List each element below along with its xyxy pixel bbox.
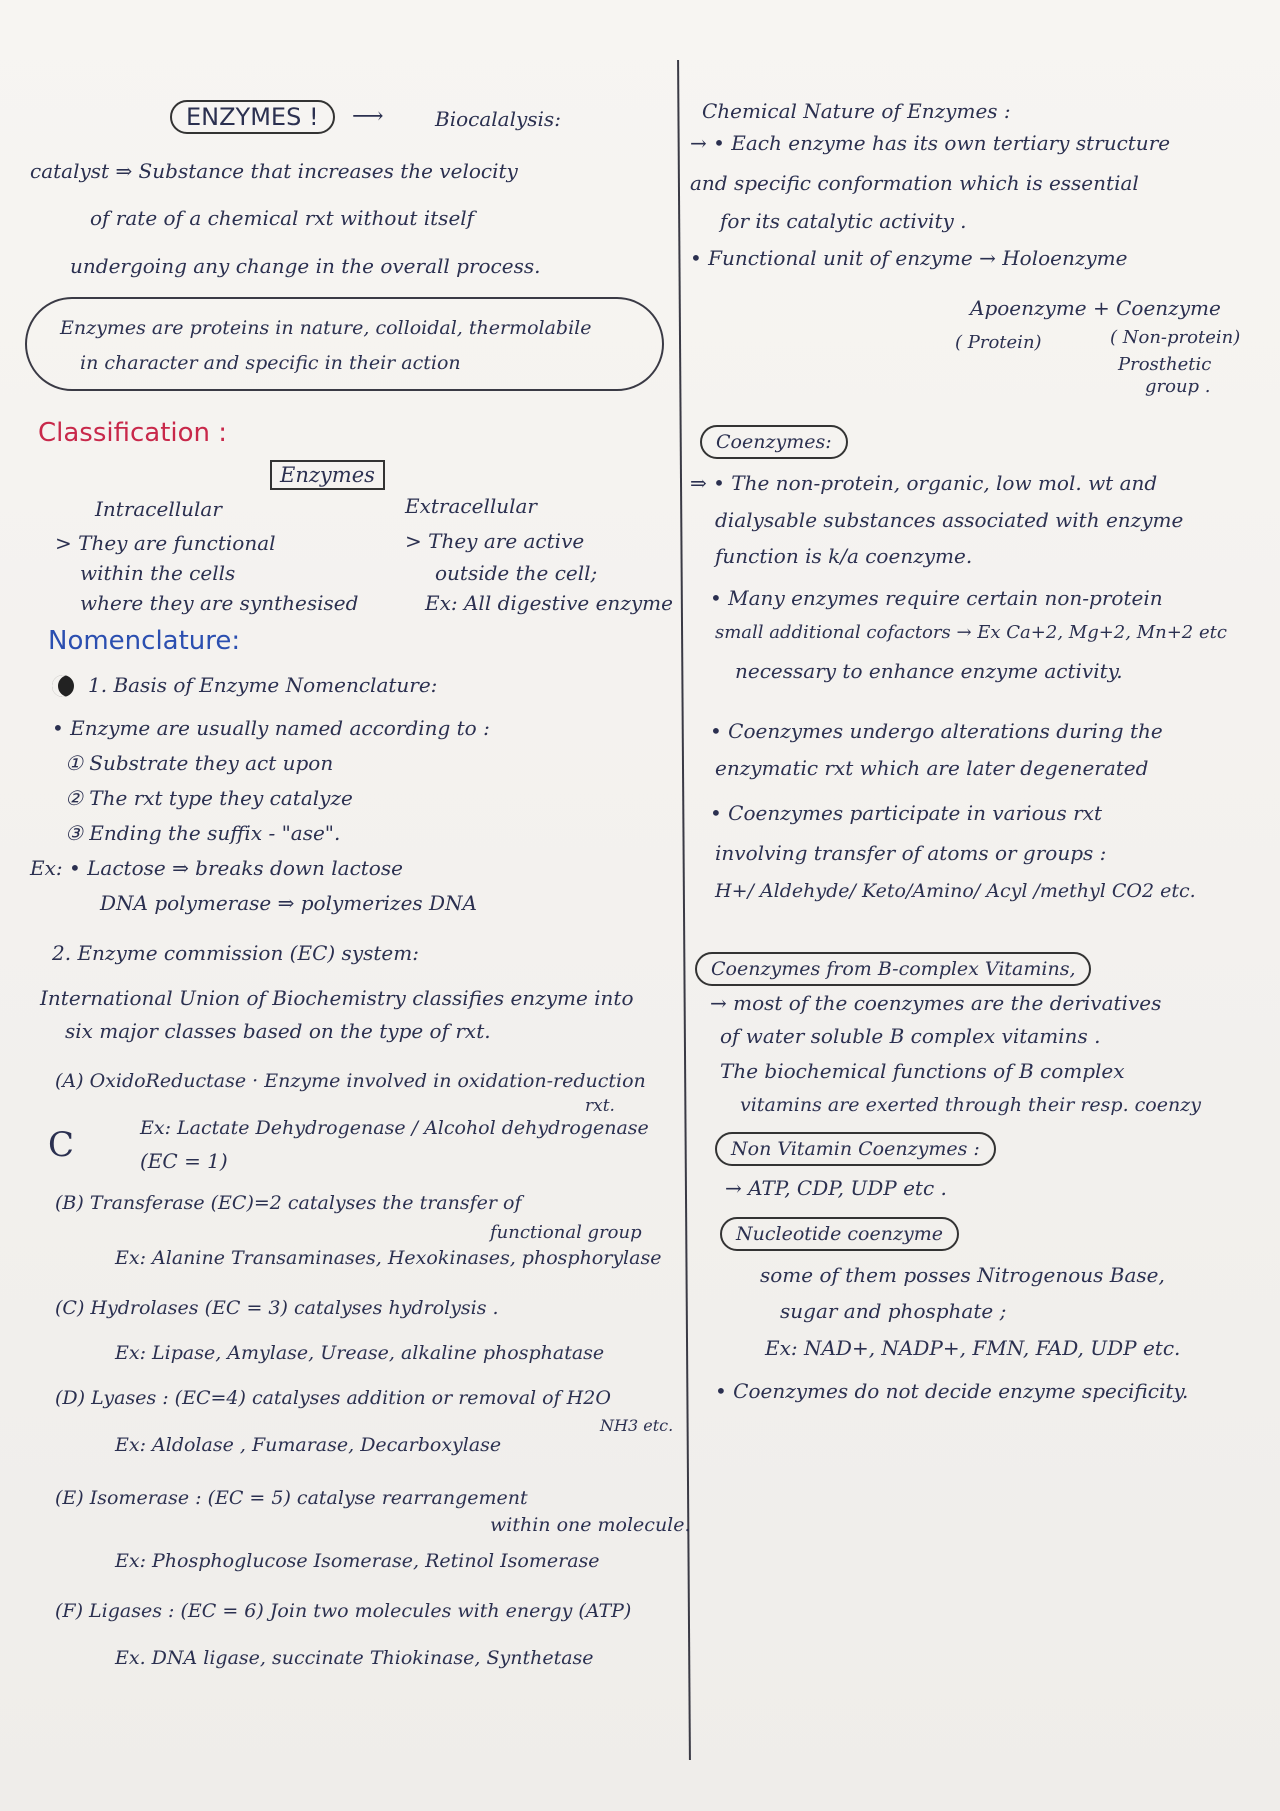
bcomplex-line-4: vitamins are exerted through their resp. coenzy <box>740 1094 1201 1116</box>
named-line: • Enzyme are usually named according to : <box>52 716 490 740</box>
intra-line-3: where they are synthesised <box>80 591 359 615</box>
coenzyme-line-8: enzymatic rxt which are later degenerated <box>715 756 1149 780</box>
ec-desc-2: six major classes based on the type of rxt. <box>65 1019 491 1043</box>
coenzyme-line-7: • Coenzymes undergo alterations during the <box>710 719 1163 743</box>
example-2: DNA polymerase ⇒ polymerizes DNA <box>100 891 478 915</box>
intra-line-1: > They are functional <box>55 531 276 555</box>
catalyst-line-1: catalyst ⇒ Substance that increases the velocity <box>30 159 518 183</box>
ec-title: 2. Enzyme commission (EC) system: <box>52 941 419 965</box>
coenzyme-line-2: dialysable substances associated with enzyme <box>715 508 1184 532</box>
chem-line-3: for its catalytic activity . <box>720 209 967 233</box>
class-e-head: (E) Isomerase : (EC = 5) catalyse rearrangement <box>55 1487 528 1509</box>
catalyst-line-2: of rate of a chemical rxt without itself <box>90 206 475 230</box>
rule-1: ① Substrate they act upon <box>65 751 334 775</box>
nucleotide-line-1: some of them posses Nitrogenous Base, <box>760 1263 1165 1287</box>
class-c-ex: Ex: Lipase, Amylase, Urease, alkaline phosphatase <box>115 1342 605 1364</box>
intra-line-2: within the cells <box>80 561 236 585</box>
class-b-cont: functional group <box>490 1222 642 1243</box>
bcomplex-line-1: → most of the coenzymes are the derivatives <box>710 991 1162 1015</box>
rule-3: ③ Ending the suffix - "ase". <box>65 821 341 845</box>
coenzyme-line-10: involving transfer of atoms or groups : <box>715 841 1107 865</box>
bracket-glyph: C <box>48 1125 75 1165</box>
nucleotide-line-2: sugar and phosphate ; <box>780 1299 1007 1323</box>
extra-line-3: Ex: All digestive enzyme <box>425 591 673 615</box>
protein-label: ( Protein) <box>955 332 1042 353</box>
arrow-icon: ⟶ <box>352 104 384 129</box>
extracellular-title: Extracellular <box>405 494 537 518</box>
intracellular-title: Intracellular <box>95 497 222 521</box>
bcomplex-heading: Coenzymes from B-complex Vitamins, <box>695 952 1091 986</box>
cloud-line-2: in character and specific in their action <box>80 352 461 374</box>
functional-line: • Functional unit of enzyme → Holoenzyme <box>690 246 1128 270</box>
column-divider <box>677 60 691 1760</box>
nonvitamin-line: → ATP, CDP, UDP etc . <box>725 1176 947 1200</box>
chem-line-2: and specific conformation which is essential <box>690 171 1139 195</box>
enzymes-box: Enzymes <box>270 460 385 490</box>
coenzymes-heading: Coenzymes: <box>700 425 848 459</box>
coenzyme-line-11: H+/ Aldehyde/ Keto/Amino/ Acyl /methyl CO2 etc. <box>715 880 1196 902</box>
class-f-ex: Ex. DNA ligase, succinate Thiokinase, Synthetase <box>115 1647 594 1669</box>
prosthetic-line-2: group . <box>1145 376 1211 397</box>
rule-2: ② The rxt type they catalyze <box>65 786 353 810</box>
bcomplex-line-3: The biochemical functions of B complex <box>720 1059 1125 1083</box>
bcomplex-line-2: of water soluble B complex vitamins . <box>720 1024 1101 1048</box>
catalyst-line-3: undergoing any change in the overall process. <box>70 254 541 278</box>
example-1: Ex: • Lactose ⇒ breaks down lactose <box>30 856 403 880</box>
cloud-line-1: Enzymes are proteins in nature, colloidal, thermolabile <box>60 317 592 339</box>
classification-heading: Classification : <box>38 418 228 448</box>
nomenclature-heading: Nomenclature: <box>48 626 241 656</box>
coenzyme-line-3: function is k/a coenzyme. <box>715 544 973 568</box>
class-d-cont: NH3 etc. <box>600 1416 674 1435</box>
nucleotide-line-4: • Coenzymes do not decide enzyme specificity. <box>715 1379 1189 1403</box>
coenzyme-line-4: • Many enzymes require certain non-protein <box>710 586 1163 610</box>
coenzyme-line-9: • Coenzymes participate in various rxt <box>710 801 1102 825</box>
basis-line: 1. Basis of Enzyme Nomenclature: <box>88 673 438 697</box>
nonvitamin-heading: Non Vitamin Coenzymes : <box>715 1132 996 1166</box>
class-b-ex: Ex: Alanine Transaminases, Hexokinases, phosphorylase <box>115 1247 662 1269</box>
title-enzymes: ENZYMES ! <box>170 100 335 134</box>
coenzyme-line-5: small additional cofactors → Ex Ca+2, Mg+2, Mn+2 etc <box>715 622 1227 643</box>
biocatalysis-label: Biocalalysis: <box>435 107 561 131</box>
class-e-ex: Ex: Phosphoglucose Isomerase, Retinol Isomerase <box>115 1550 600 1572</box>
class-c-head: (C) Hydrolases (EC = 3) catalyses hydrolysis . <box>55 1297 499 1319</box>
class-f-head: (F) Ligases : (EC = 6) Join two molecules with energy (ATP) <box>55 1600 632 1622</box>
definition-cloud <box>25 297 664 391</box>
nonprotein-label: ( Non-protein) <box>1110 327 1241 348</box>
prosthetic-line-1: Prosthetic <box>1118 354 1212 375</box>
class-a-ec: (EC = 1) <box>140 1149 228 1173</box>
class-d-ex: Ex: Aldolase , Fumarase, Decarboxylase <box>115 1434 502 1456</box>
class-e-cont: within one molecule. <box>490 1514 691 1536</box>
chem-line-1: → • Each enzyme has its own tertiary structure <box>690 131 1171 155</box>
coenzyme-line-6: necessary to enhance enzyme activity. <box>735 659 1123 683</box>
apoenzyme-line: Apoenzyme + Coenzyme <box>970 296 1221 320</box>
class-b-head: (B) Transferase (EC)=2 catalyses the transfer of <box>55 1192 522 1214</box>
extra-line-2: outside the cell; <box>435 561 598 585</box>
chem-title: Chemical Nature of Enzymes : <box>702 99 1011 123</box>
ec-desc-1: International Union of Biochemistry classifies enzyme into <box>40 986 634 1010</box>
nucleotide-heading: Nucleotide coenzyme <box>720 1217 959 1251</box>
extra-line-1: > They are active <box>405 529 585 553</box>
moon-icon <box>52 675 74 697</box>
class-d-head: (D) Lyases : (EC=4) catalyses addition or removal of H2O <box>55 1387 611 1409</box>
nucleotide-line-3: Ex: NAD+, NADP+, FMN, FAD, UDP etc. <box>765 1336 1181 1360</box>
coenzyme-line-1: ⇒ • The non-protein, organic, low mol. wt and <box>690 471 1158 495</box>
class-a-cont: rxt. <box>585 1096 615 1116</box>
class-a-head: (A) OxidoReductase · Enzyme involved in oxidation-reduction <box>55 1070 646 1092</box>
class-a-ex: Ex: Lactate Dehydrogenase / Alcohol dehydrogenase <box>140 1117 649 1139</box>
